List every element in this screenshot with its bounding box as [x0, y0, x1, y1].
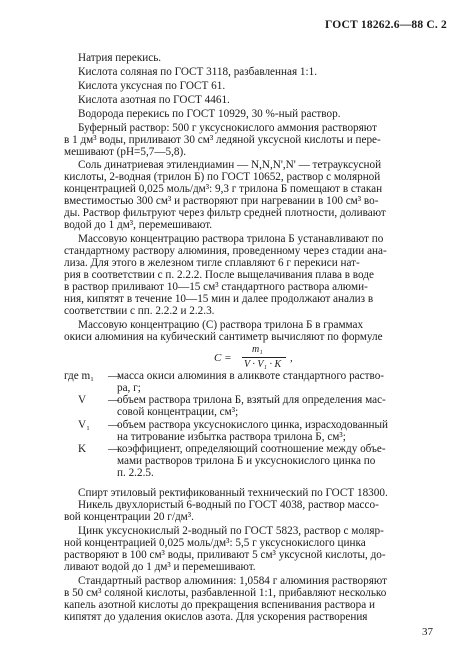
def-text: п. 2.2.5. [117, 467, 154, 479]
text-line: вместимостью 300 см³ и растворяют при нагревании в 100 см³ во- [64, 195, 379, 207]
text-line: ния, кипятят в течение 10—15 мин и далее продолжают анализ в [64, 293, 374, 305]
text-line: соответствии с пп. 2.2.2 и 2.2.3. [64, 305, 215, 317]
def-text: объем раствора трилона Б, взятый для определения мас- [117, 394, 386, 406]
text-line: кипятят до удаления окислов азота. Для ускорения растворения [64, 611, 368, 623]
text-line: в 50 см³ соляной кислоты, разбавленной 1:1, прибавляют несколько [64, 587, 387, 599]
formula-denominator: V · V₁ · K [244, 359, 282, 370]
text-line: ды. Раствор фильтруют через фильтр средней плотности, доливают [64, 207, 386, 219]
text-line: мешивают (pH=5,7—5,8). [64, 146, 187, 158]
formula-numerator: m₁ [252, 344, 263, 355]
def-text: коэффициент, определяющий соотношение между объе- [117, 443, 386, 455]
def-symbol: где m₁ [64, 370, 95, 382]
text-line: вой концентрации 20 г/дм³. [64, 511, 194, 523]
def-symbol: V₁ [78, 419, 90, 431]
text-line: ливают водой до 1 дм³ и перемешивают. [64, 561, 256, 573]
def-symbol: K [78, 443, 87, 455]
text-line: водой до 1 дм³, перемешивают. [64, 219, 213, 231]
text-line: кислоты, 2-водная (трилон Б) по ГОСТ 10652, раствор с молярной [64, 171, 381, 183]
def-text: совой концентрации, см³; [117, 406, 239, 418]
text-line: концентрацией 0,025 моль/дм³: 9,3 г трилона Б помещают в стакан [64, 183, 383, 195]
def-dash: — [108, 443, 120, 455]
def-dash: — [108, 370, 120, 382]
formula-tail: , [290, 352, 293, 364]
text-line: Стандартный раствор алюминия: 1,0584 г алюминия растворяют [78, 575, 387, 587]
def-text: масса окиси алюминия в аликвоте стандартного раство- [117, 370, 385, 382]
text-line: Натрия перекись. [78, 52, 162, 64]
def-text: ра, г; [117, 382, 141, 394]
def-dash: — [108, 394, 120, 406]
text-line: Кислота соляная по ГОСТ 3118, разбавленная 1:1. [78, 66, 317, 78]
fraction-bar [242, 357, 286, 358]
text-line: Никель двухлористый 6-водный по ГОСТ 4038, раствор массо- [78, 499, 379, 511]
text-line: рия в соответствии с п. 2.2.2. После выщелачивания плава в воде [64, 269, 374, 281]
def-text: мами растворов трилона Б и уксуснокислого цинка по [117, 455, 376, 467]
text-line: растворяют в 100 см³ воды, приливают 5 см³ уксусной кислоты, до- [64, 549, 386, 561]
text-line: Массовую концентрацию (C) раствора трилона Б в граммах [78, 319, 364, 331]
def-dash: — [108, 419, 120, 431]
text-line: Спирт этиловый ректификованный технический по ГОСТ 18300. [78, 487, 388, 499]
formula-lhs: C = [214, 352, 232, 364]
text-line: Соль динатриевая этилендиамин — N,N,N',N' — тетрауксусной [78, 159, 382, 171]
text-line: окиси алюминия на кубический сантиметр вычисляют по формуле [64, 331, 383, 343]
text-line: Массовую концентрацию раствора трилона Б устанавливают по [78, 233, 384, 245]
text-line: ной концентрацией 0,025 моль/дм³: 5,5 г уксуснокислого цинка [64, 537, 366, 549]
def-text: на титрование избытка раствора трилона Б, см³; [117, 431, 346, 443]
text-line: Кислота азотная по ГОСТ 4461. [78, 94, 230, 106]
text-line: в 1 дм³ воды, приливают 30 см³ ледяной уксусной кислоты и пере- [64, 134, 381, 146]
page-number: 37 [422, 626, 433, 638]
page-header: ГОСТ 18262.6—88 С. 2 [324, 19, 447, 31]
text-line: Водорода перекись по ГОСТ 10929, 30 %-ный раствор. [78, 108, 341, 120]
text-line: Цинк уксуснокислый 2-водный по ГОСТ 5823, раствор с моляр- [78, 525, 384, 537]
text-line: Кислота уксусная по ГОСТ 61. [78, 80, 226, 92]
def-symbol: V [78, 394, 87, 406]
def-text: объем раствора уксуснокислого цинка, израсходованный [117, 419, 389, 431]
text-line: лиза. Для этого в железном тигле сплавляют 6 г перекиси нат- [64, 257, 360, 269]
text-line: в раствор приливают 10—15 см³ стандартного раствора алюми- [64, 281, 368, 293]
text-line: стандартному раствору алюминия, проведенному через стадии ана- [64, 245, 387, 257]
text-line: Буферный раствор: 500 г уксуснокислого аммония растворяют [78, 122, 377, 134]
text-line: капель азотной кислоты до прекращения вспенивания раствора и [64, 599, 375, 611]
